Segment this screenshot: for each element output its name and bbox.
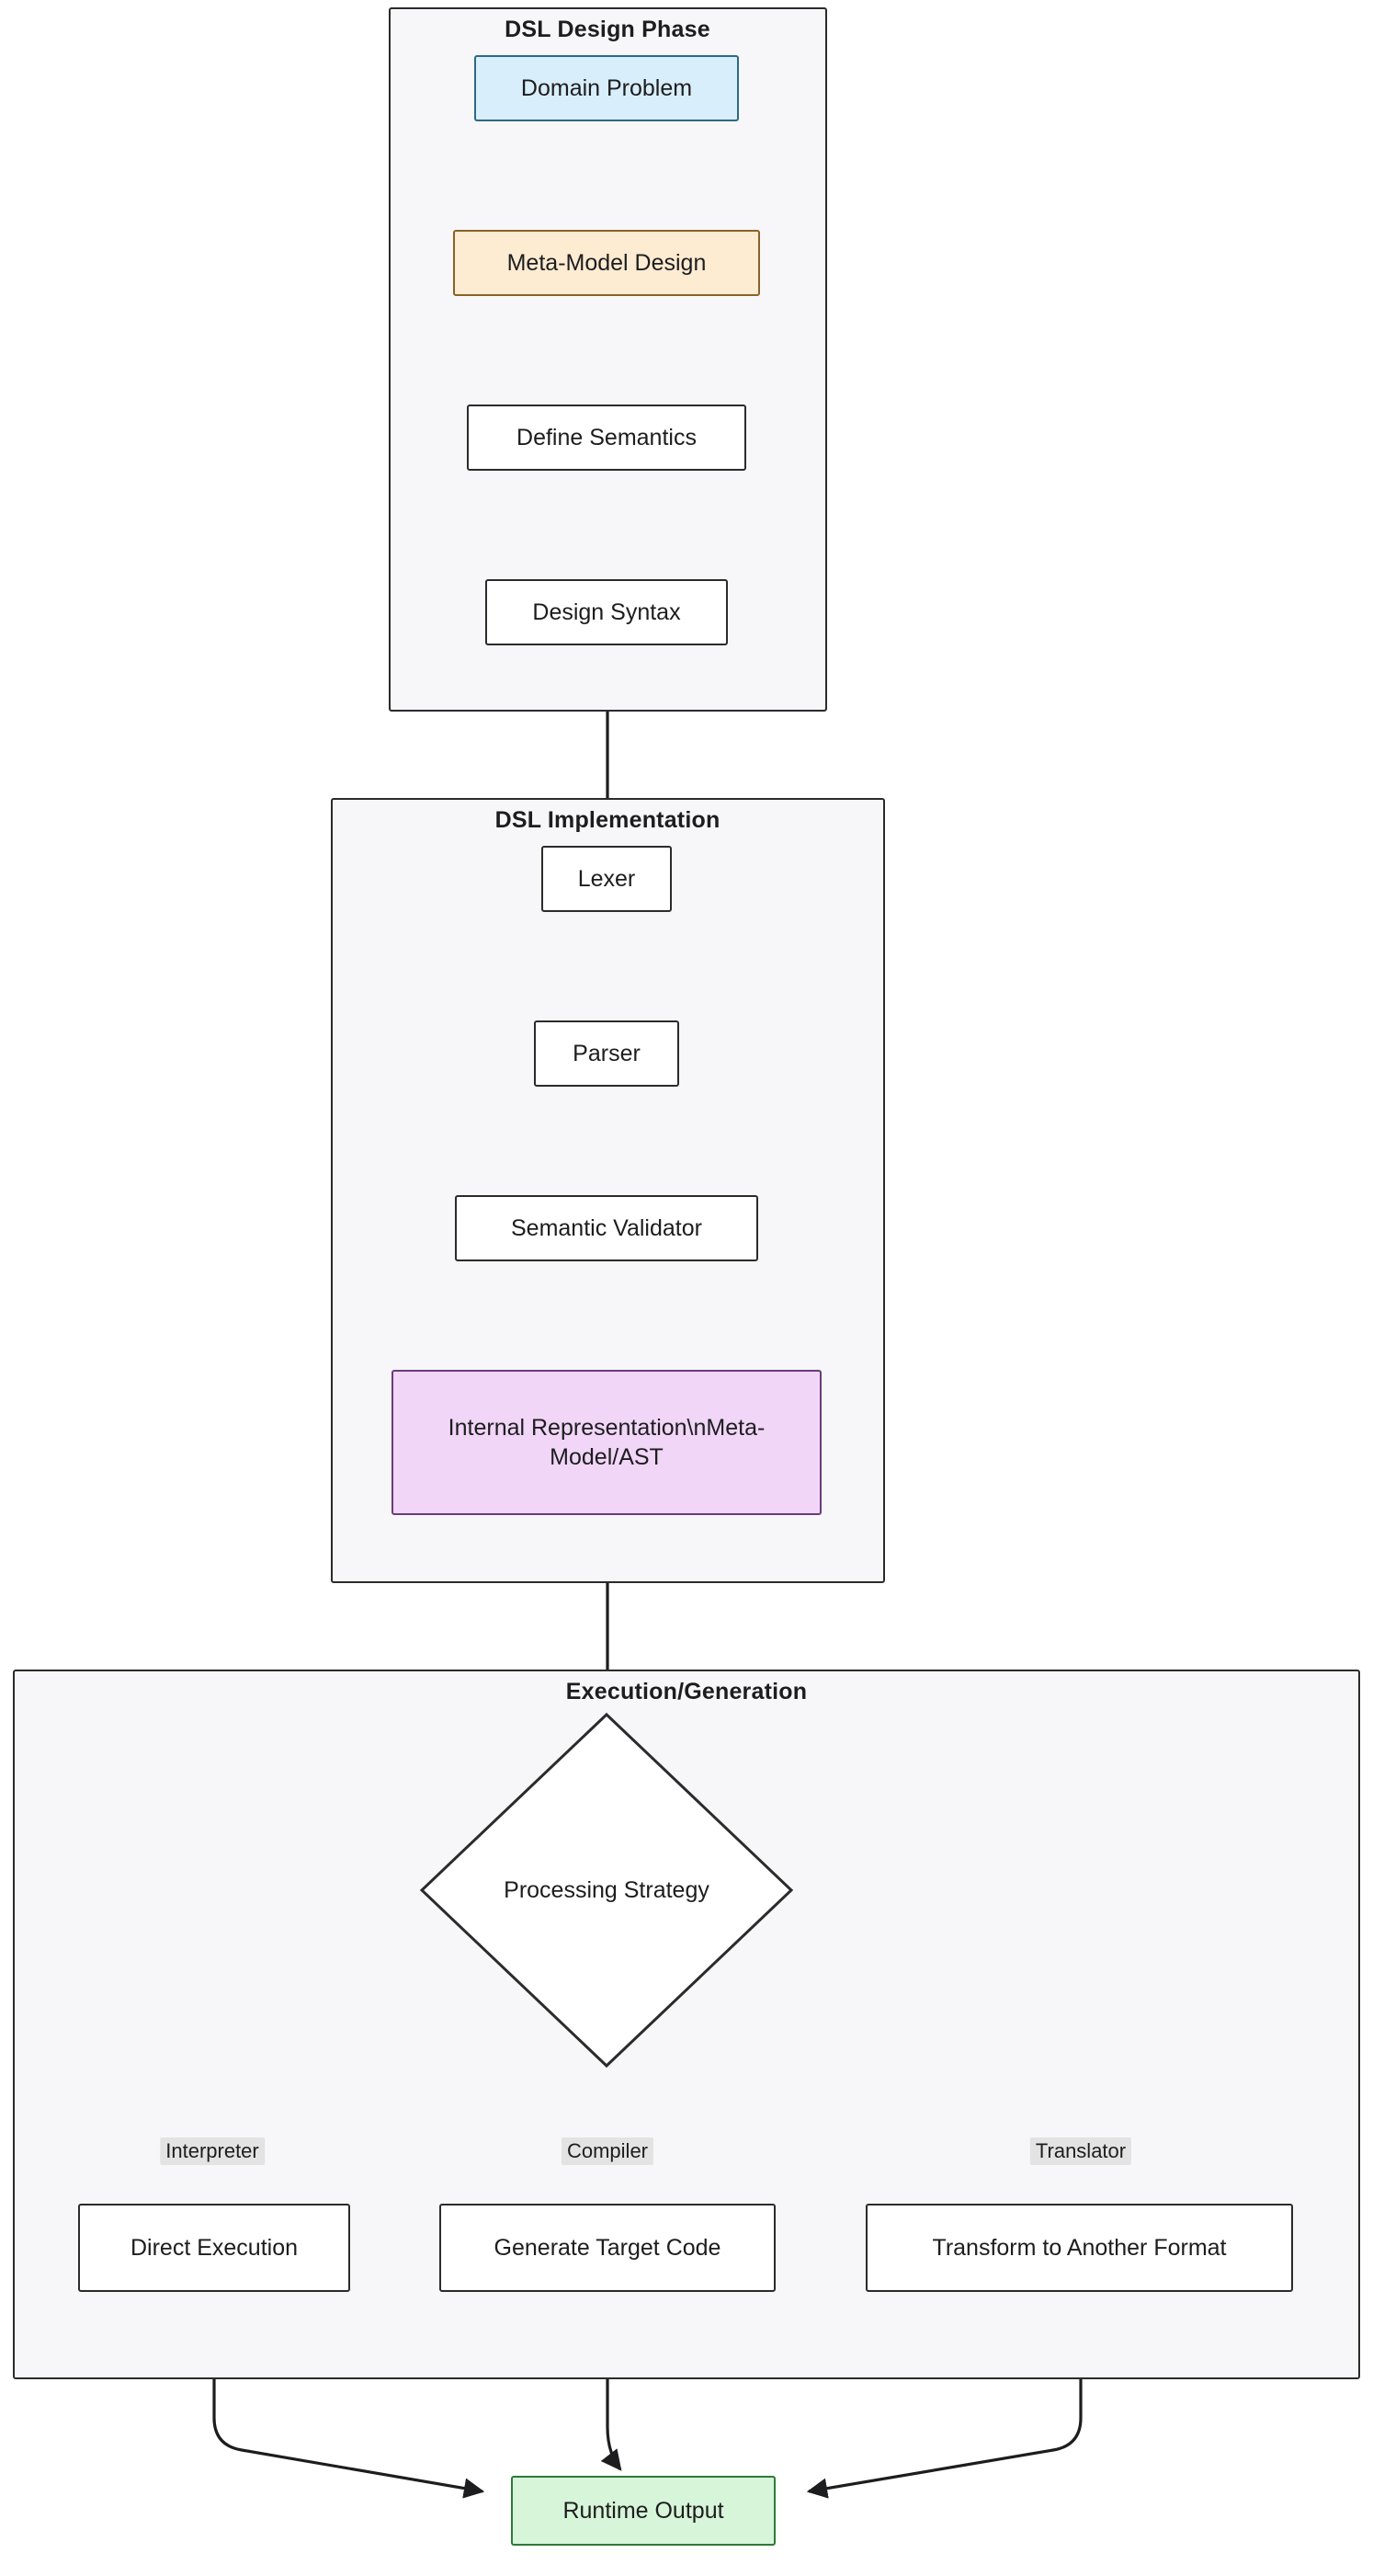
edge-label-translator: Translator (1030, 2137, 1131, 2165)
node-direct-execution[interactable]: Direct Execution (78, 2204, 350, 2292)
node-lexer[interactable]: Lexer (541, 846, 672, 912)
node-internal-representation[interactable]: Internal Representation\nMeta-Model/AST (391, 1370, 822, 1515)
cluster-label-execution-generation: Execution/Generation (565, 1679, 808, 1704)
node-processing-strategy[interactable] (418, 1711, 795, 2069)
node-parser[interactable]: Parser (534, 1020, 679, 1087)
cluster-label-dsl-implementation: DSL Implementation (494, 807, 721, 833)
node-define-semantics[interactable]: Define Semantics (467, 405, 746, 471)
node-meta-model-design[interactable]: Meta-Model Design (453, 230, 760, 296)
edge-label-compiler: Compiler (562, 2137, 653, 2165)
node-semantic-validator[interactable]: Semantic Validator (455, 1195, 758, 1261)
node-design-syntax[interactable]: Design Syntax (485, 579, 728, 645)
edge-label-interpreter: Interpreter (160, 2137, 265, 2165)
node-domain-problem[interactable]: Domain Problem (474, 55, 739, 121)
cluster-label-dsl-design-phase: DSL Design Phase (505, 17, 710, 42)
node-transform-to-another-format[interactable]: Transform to Another Format (866, 2204, 1293, 2292)
node-runtime-output[interactable]: Runtime Output (511, 2476, 776, 2546)
node-generate-target-code[interactable]: Generate Target Code (439, 2204, 776, 2292)
node-processing-strategy-label: Processing Strategy (504, 1876, 709, 1903)
